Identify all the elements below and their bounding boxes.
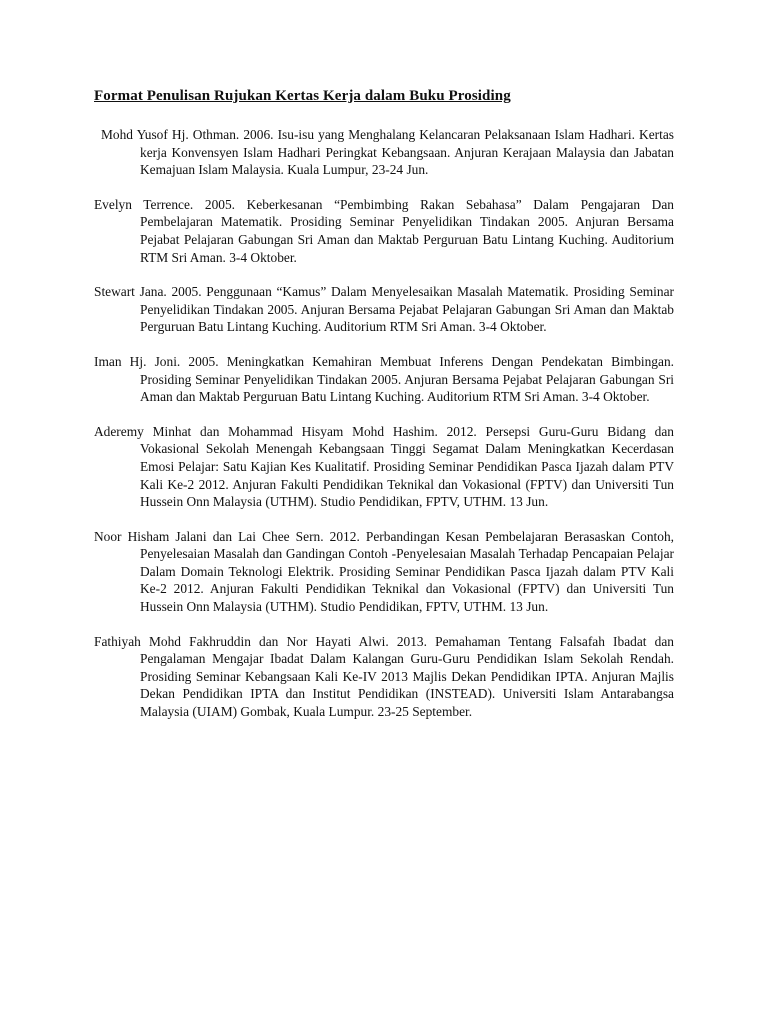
reference-list (94, 126, 674, 721)
reference-entry: Noor Hisham Jalani dan Lai Chee Sern. 2012. Perbandingan Kesan Pembelajaran Berasaskan Contoh, Penyelesaian Masalah dan Gandingan Contoh -Penyelesaian Masalah Terhadap Pencapaian Pelajar Dalam Domain Teknologi Elektrik. Prosiding Seminar Pendidikan Pasca Ijazah dalam PTV Kali Ke-2 2012. Anjuran Fakulti Pendidikan Teknikal dan Vokasional (FPTV) dan Universiti Tun Hussein Onn Malaysia (UTHM). Studio Pendidikan, FPTV, UTHM. 13 Jun. (94, 528, 674, 615)
reference-entry: Mohd Yusof Hj. Othman. 2006. Isu-isu yang Menghalang Kelancaran Pelaksanaan Islam Hadhari. Kertas kerja Konvensyen Islam Hadhari Peringkat Kebangsaan. Anjuran Kerajaan Malaysia dan Jabatan Kemajuan Islam Malaysia. Kuala Lumpur, 23-24 Jun. (101, 127, 674, 178)
reference-entry: Evelyn Terrence. 2005. Keberkesanan “Pembimbing Rakan Sebahasa” Dalam Pengajaran Dan Pembelajaran Matematik. Prosiding Seminar Penyelidikan Tindakan 2005. Anjuran Bersama Pejabat Pelajaran Gabungan Sri Aman dan Maktab Perguruan Batu Lintang Kuching. Auditorium RTM Sri Aman. 3-4 Oktober. (94, 196, 674, 265)
reference-entry: Iman Hj. Joni. 2005. Meningkatkan Kemahiran Membuat Inferens Dengan Pendekatan Bimbingan. Prosiding Seminar Penyelidikan Tindakan 2005. Anjuran Bersama Pejabat Pelajaran Gabungan Sri Aman dan Maktab Perguruan Batu Lintang Kuching. Auditorium RTM Sri Aman. 3-4 Oktober. (94, 353, 674, 405)
reference-entry: Fathiyah Mohd Fakhruddin dan Nor Hayati Alwi. 2013. Pemahaman Tentang Falsafah Ibadat dan Pengalaman Mengajar Ibadat Dalam Kalangan Guru-Guru Pendidikan Islam Sekolah Rendah. Prosiding Seminar Kebangsaan Kali Ke-IV 2013 Majlis Dekan Pendidikan IPTA. Anjuran Majlis Dekan Pendidikan IPTA dan Institut Pendidikan (INSTEAD). Universiti Islam Antarabangsa Malaysia (UIAM) Gombak, Kuala Lumpur. 23-25 September. (94, 633, 674, 720)
reference-entry: Aderemy Minhat dan Mohammad Hisyam Mohd Hashim. 2012. Persepsi Guru-Guru Bidang dan Vokasional Sekolah Menengah Kebangsaan Tinggi Segamat Dalam Meningkatkan Kecerdasan Emosi Pelajar: Satu Kajian Kes Kualitatif. Prosiding Seminar Pendidikan Pasca Ijazah dalam PTV Kali Ke-2 2012. Anjuran Fakulti Pendidikan Teknikal dan Vokasional (FPTV) dan Universiti Tun Hussein Onn Malaysia (UTHM). Studio Pendidikan, FPTV, UTHM. 13 Jun. (94, 423, 674, 510)
reference-entry: Stewart Jana. 2005. Penggunaan “Kamus” Dalam Menyelesaikan Masalah Matematik. Prosiding Seminar Penyelidikan Tindakan 2005. Anjuran Bersama Pejabat Pelajaran Gabungan Sri Aman dan Maktab Perguruan Batu Lintang Kuching. Auditorium RTM Sri Aman. 3-4 Oktober. (94, 284, 674, 335)
page-title: Format Penulisan Rujukan Kertas Kerja dalam Buku Prosiding (94, 88, 511, 104)
